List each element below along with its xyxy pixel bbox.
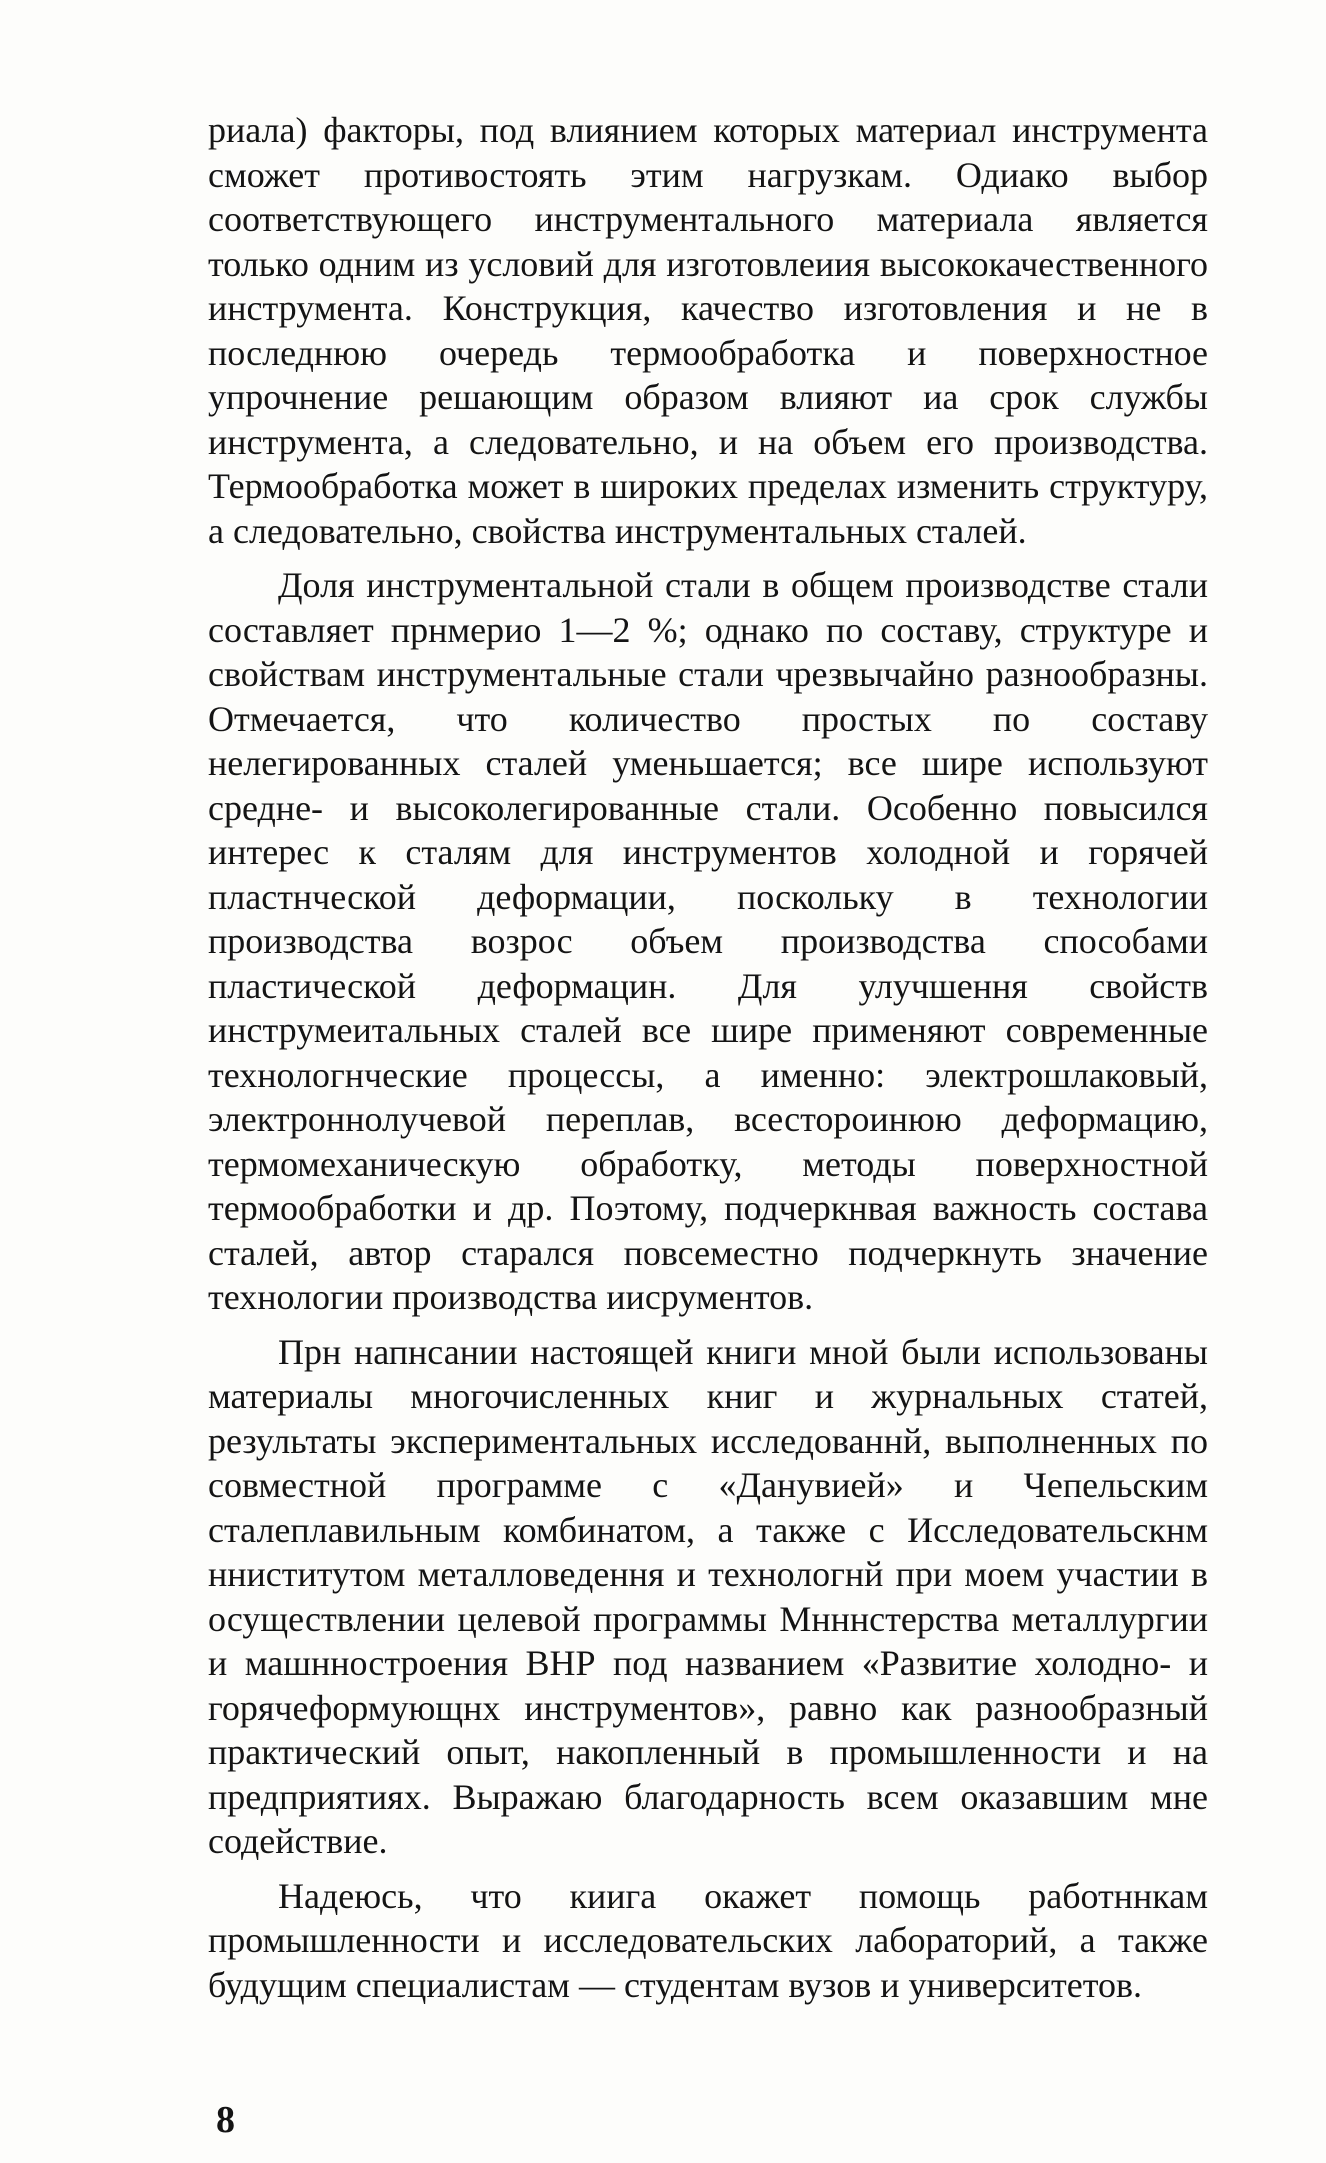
body-text <box>208 108 1208 2017</box>
paragraph-3: Прн напнсании настоящей книги мной были использованы материалы многочисленных книг и журнальных статей, результаты экспериментальных исследованнй, выполненных по совместной программе с «Данувией» и Чепельским сталеплавильным комбинатом, а также с Исследовательскнм нниститутом металловедення и технологнй при моем участии в осуществлении целевой программы Мнннстерства металлургии и машнностроения ВНР под названием «Развитие холодно- и горячеформующнх инструментов», равно как разнообразный практический опыт, накопленный в промышленности и на предприятиях. Выражаю благодарность всем оказавшим мне содействие. <box>208 1331 1208 1861</box>
paragraph-1: риала) факторы, под влиянием которых материал инструмента сможет противостоять этим нагрузкам. Одиако выбор соответствующего инструментального материала является только одним из условий для изготовлеиия высококачественного инструмента. Конструкция, качество изготовления и не в последнюю очередь термообработка и поверхностное упрочнение решающим образом влияют иа срок службы инструмента, а следовательно, и на объем его производства. Термообработка может в широких пределах изменить структуру, а следовательно, свойства инструментальных сталей. <box>208 110 1208 551</box>
paragraph-2: Доля инструментальной стали в общем производстве стали составляет прнмерио 1—2 %; однако по составу, структуре и свойствам инструментальные стали чрезвычайно разнообразны. Отмечается, что количество простых по составу нелегированных сталей уменьшается; все шире используют средне- и высоколегированные стали. Особенно повысился интерес к сталям для инструментов холодной и горячей пластнческой деформации, поскольку в технологии производства возрос объем производства способами пластической деформацин. Для улучшення свойств инструмеитальных сталей все шире применяют современные технологнческие процессы, а именно: электрошлаковый, электроннолучевой переплав, всестороинюю деформацию, термомеханическую обработку, методы поверхностной термообработки и др. Поэтому, подчеркнвая важность состава сталей, автор старался повсеместно подчеркнуть значение технологии производства иисрументов. <box>208 565 1208 1317</box>
page-number: 8 <box>216 2099 235 2141</box>
paragraph-4: Надеюсь, что киига окажет помощь работннкам промышленности и исследовательских лабораторий, а также будущим специалистам — студентам вузов и университетов. <box>208 1875 1208 2005</box>
